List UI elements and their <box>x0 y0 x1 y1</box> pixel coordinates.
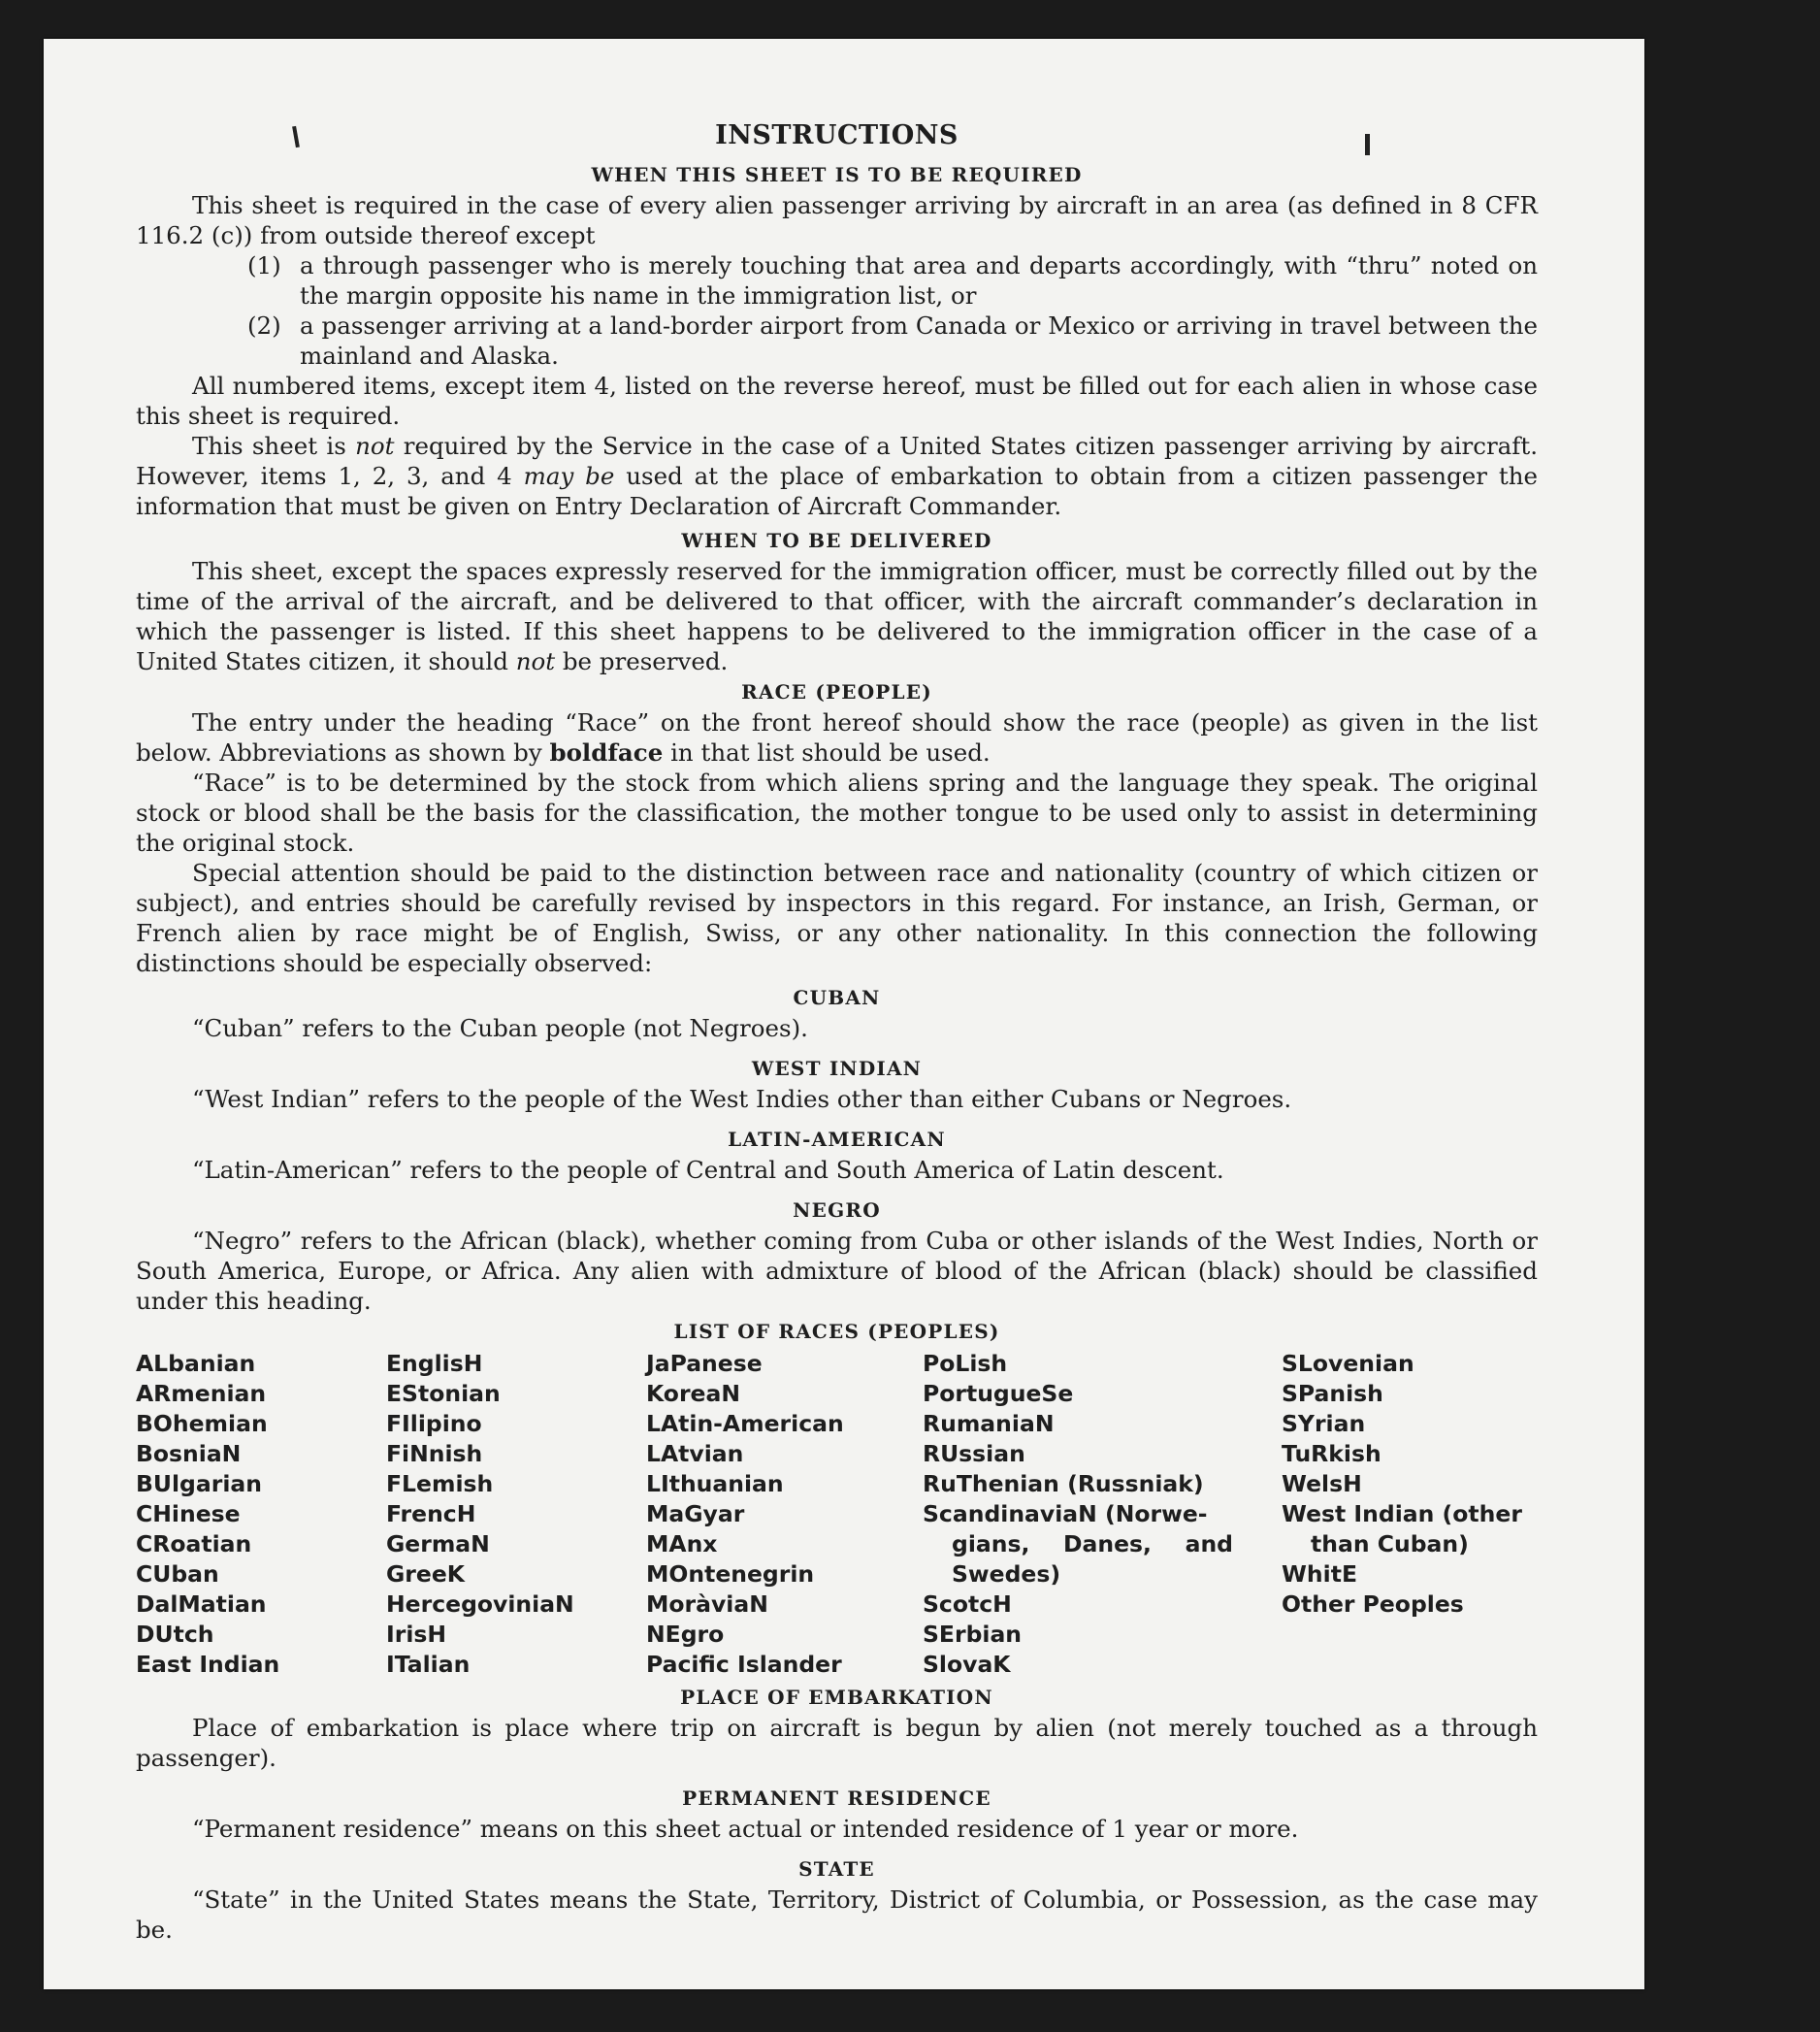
west-indian-text: “West Indian” refers to the people of the West Indies other than either Cubans or Negroes. <box>192 1085 1292 1113</box>
races-list <box>136 1349 1538 1680</box>
race-entry: TuRkish <box>1282 1440 1381 1467</box>
race-entry: EStonian <box>386 1380 501 1407</box>
cuban-text: “Cuban” refers to the Cuban people (not Negroes). <box>192 1014 808 1042</box>
race-entry: JaPanese <box>646 1350 763 1377</box>
race-entry: CHinese <box>136 1500 241 1527</box>
race-entry-continued: than Cuban) <box>1311 1530 1469 1557</box>
race-entry-continued: Swedes) <box>952 1560 1061 1588</box>
race-entry: SLovenian <box>1282 1350 1414 1377</box>
latin-american-text: “Latin-American” refers to the people of Central and South America of Latin descent. <box>192 1156 1224 1184</box>
heading-cuban: CUBAN <box>793 986 881 1009</box>
heading-list-of-races: LIST OF RACES (PEOPLES) <box>673 1320 1000 1343</box>
item-number: (1) <box>247 251 281 279</box>
item-number: (2) <box>247 311 281 340</box>
race-entry: West Indian (other <box>1282 1500 1522 1527</box>
race-entry: ALbanian <box>136 1350 256 1377</box>
race-entry: SYrian <box>1282 1410 1366 1437</box>
race-entry: SPanish <box>1282 1380 1383 1407</box>
race-entry: ScandinaviaN (Norwe- <box>923 1500 1208 1527</box>
race-entry: FIlipino <box>386 1410 482 1437</box>
race-entry: Other Peoples <box>1282 1590 1464 1618</box>
page-title: INSTRUCTIONS <box>715 120 959 150</box>
document-page <box>44 39 1644 1989</box>
heading-west-indian: WEST INDIAN <box>751 1057 923 1080</box>
race-entry-continued: gians, Danes, and <box>952 1530 1233 1557</box>
race-entry: KoreaN <box>646 1380 740 1407</box>
race-paragraph-1: The entry under the heading “Race” on the front hereof should show the race (people) as given in the list below. Abbreviations as shown by boldface in that list should be used. <box>136 708 1538 767</box>
race-entry: SErbian <box>923 1621 1023 1648</box>
race-entry: MOntenegrin <box>646 1560 815 1588</box>
heading-permanent-residence: PERMANENT RESIDENCE <box>682 1786 991 1810</box>
race-entry: GreeK <box>386 1560 465 1588</box>
races-column-5 <box>1282 1349 1538 1680</box>
race-entry: East Indian <box>136 1651 280 1678</box>
race-entry: IrisH <box>386 1621 447 1648</box>
instructions-content <box>136 116 1538 1945</box>
heading-state: STATE <box>798 1857 875 1881</box>
race-entry: CRoatian <box>136 1530 252 1557</box>
races-column-4 <box>923 1349 1282 1680</box>
race-paragraph-2: “Race” is to be determined by the stock from which aliens spring and the language they speak. The original stock or blood shall be the basis for the classification, the mother tongue to be used only to assist in determining the original stock. <box>136 769 1538 857</box>
exception-item-2 <box>247 311 1538 371</box>
races-column-1 <box>136 1349 386 1680</box>
race-entry: FrencH <box>386 1500 476 1527</box>
race-entry: Pacific Islander <box>646 1651 842 1678</box>
race-entry: BOhemian <box>136 1410 268 1437</box>
race-entry: RuThenian (Russniak) <box>923 1470 1204 1497</box>
race-entry: WelsH <box>1282 1470 1362 1497</box>
race-entry: DUtch <box>136 1621 214 1648</box>
race-paragraph-3: Special attention should be paid to the distinction between race and nationality (country of which citizen or subject), and entries should be carefully revised by inspectors in this regard. For instance, an Irish, German, or French alien by race might be of English, Swiss, or any other nationality. In this connection the following distinctions should be especially observed: <box>136 859 1538 977</box>
race-entry: MAnx <box>646 1530 718 1557</box>
race-entry: WhitE <box>1282 1560 1357 1588</box>
heading-when-required: WHEN THIS SHEET IS TO BE REQUIRED <box>591 163 1083 186</box>
race-entry: LIthuanian <box>646 1470 784 1497</box>
race-entry: MaGyar <box>646 1500 745 1527</box>
exception-item-1 <box>247 250 1538 311</box>
race-entry: RUssian <box>923 1440 1025 1467</box>
races-column-3 <box>646 1349 923 1680</box>
required-paragraph-2: All numbered items, except item 4, listed on the reverse hereof, must be filled out for each alien in whose case this sheet is required. <box>136 372 1538 430</box>
required-paragraph-3: This sheet is not required by the Service in the case of a United States citizen passenger arriving by aircraft. However, items 1, 2, 3, and 4 may be used at the place of embarkation to obtain from a citizen passenger the information that must be given on Entry Declaration of Aircraft Commander. <box>136 432 1538 520</box>
heading-place-of-embarkation: PLACE OF EMBARKATION <box>680 1686 993 1709</box>
heading-latin-american: LATIN-AMERICAN <box>728 1128 946 1151</box>
item-text: a through passenger who is merely touching that area and departs accordingly, with “thru” noted on the margin opposite his name in the immigration list, or <box>300 251 1538 310</box>
race-entry: HercegoviniaN <box>386 1590 574 1618</box>
item-text: a passenger arriving at a land-border airport from Canada or Mexico or arriving in travel between the mainland and Alaska. <box>300 311 1538 370</box>
race-entry: FLemish <box>386 1470 494 1497</box>
delivered-paragraph: This sheet, except the spaces expressly reserved for the immigration officer, must be correctly filled out by the time of the arrival of the aircraft, and be delivered to that officer, with the aircraft commander’s declaration in which the passenger is listed. If this sheet happens to be delivered to the immigration officer in the case of a United States citizen, it should not be preserved. <box>136 557 1538 675</box>
race-entry: BosniaN <box>136 1440 242 1467</box>
race-entry: SlovaK <box>923 1651 1011 1678</box>
race-entry: BUlgarian <box>136 1470 262 1497</box>
race-entry: GermaN <box>386 1530 490 1557</box>
negro-text: “Negro” refers to the African (black), whether coming from Cuba or other islands of the West Indies, North or South America, Europe, or Africa. Any alien with admixture of blood of the African (black) should be classified under this heading. <box>136 1227 1538 1315</box>
race-entry: PoLish <box>923 1350 1008 1377</box>
race-entry: LAtin-American <box>646 1410 844 1437</box>
embarkation-text: Place of embarkation is place where trip on aircraft is begun by alien (not merely touched as a through passenger). <box>136 1714 1538 1772</box>
race-entry: PortugueSe <box>923 1380 1074 1407</box>
race-entry: NEgro <box>646 1621 725 1648</box>
race-entry: ITalian <box>386 1651 471 1678</box>
race-entry: ARmenian <box>136 1380 267 1407</box>
race-entry: EnglisH <box>386 1350 483 1377</box>
race-entry: MoràviaN <box>646 1590 768 1618</box>
heading-when-delivered: WHEN TO BE DELIVERED <box>681 529 992 552</box>
race-entry: DalMatian <box>136 1590 267 1618</box>
required-intro: This sheet is required in the case of every alien passenger arriving by aircraft in an area (as defined in 8 CFR 116.2 (c)) from outside thereof except <box>136 191 1538 249</box>
race-entry: FiNnish <box>386 1440 483 1467</box>
heading-negro: NEGRO <box>793 1198 881 1222</box>
state-text: “State” in the United States means the State, Territory, District of Columbia, or Possession, as the case may be. <box>136 1885 1538 1944</box>
race-entry: ScotcH <box>923 1590 1012 1618</box>
residence-text: “Permanent residence” means on this sheet actual or intended residence of 1 year or more. <box>192 1815 1299 1843</box>
race-entry: LAtvian <box>646 1440 744 1467</box>
races-column-2 <box>386 1349 646 1680</box>
race-entry: RumaniaN <box>923 1410 1055 1437</box>
heading-race: RACE (PEOPLE) <box>741 680 932 704</box>
race-entry: CUban <box>136 1560 219 1588</box>
